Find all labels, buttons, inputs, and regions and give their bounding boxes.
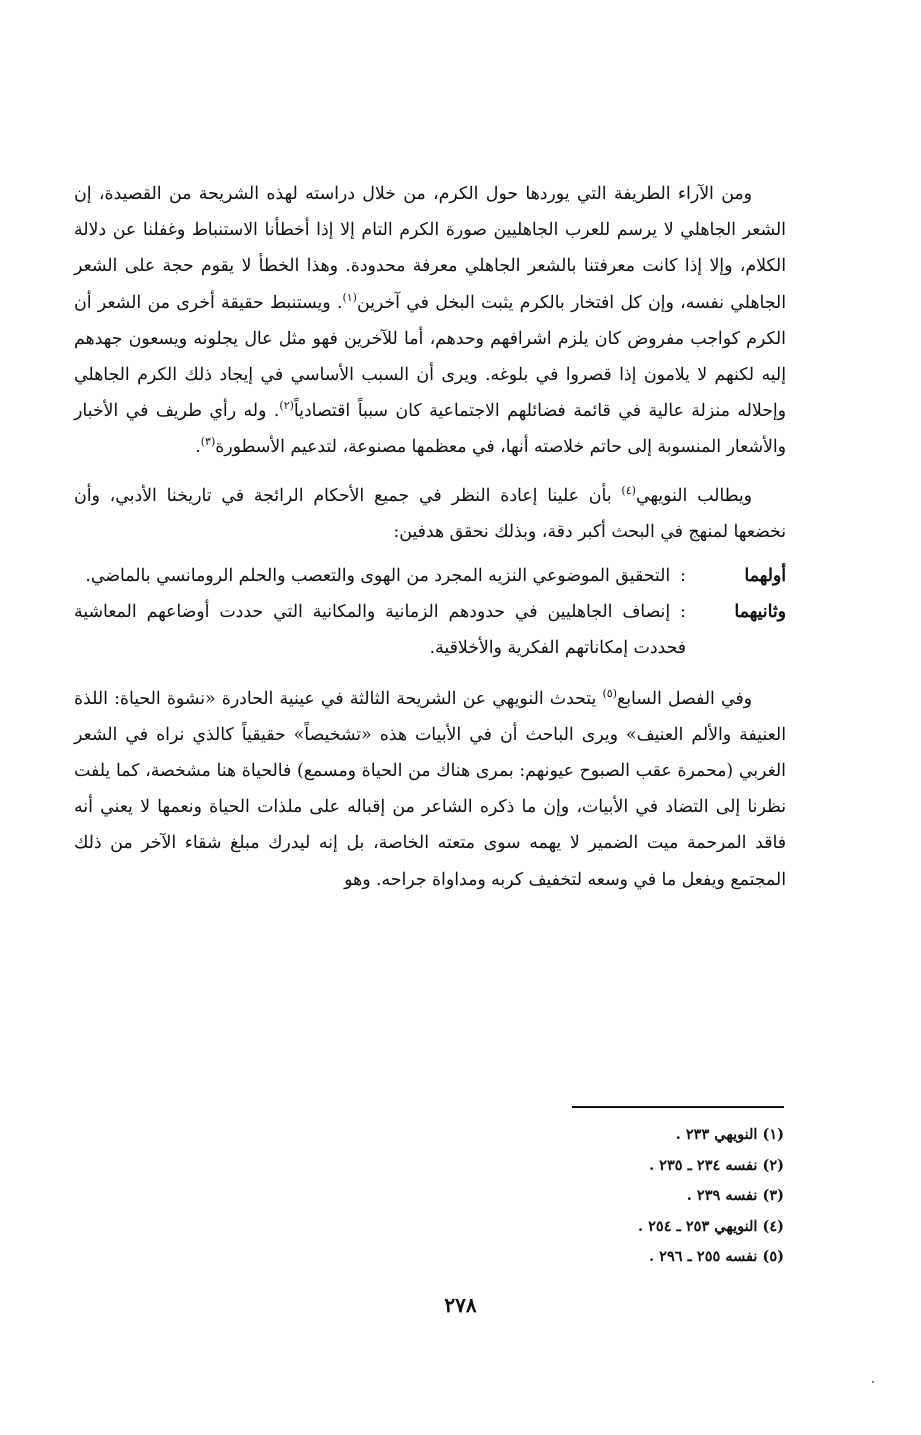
footnote-marker-5: (٥) — [602, 686, 617, 700]
footnote-5: (٥) نفسه ٢٥٥ ـ ٢٩٦ . — [649, 1248, 784, 1265]
paragraph-1-text-a: ومن الآراء الطريفة التي يوردها حول الكرم، من خلال دراسته لهذه الشريحة من القصيدة، إن الشعر الجاهلي لا يرسم للعرب الجاهليين صورة الكرم التام إلا إذا أخطأنا الاستنباط وغفلنا عن دلالة الكلام، وإلا إذا كانت معرفتنا بالشعر الجاهلي معرفة محدودة. وهذا الخطأ لا يقوم حجة على الشعر الجاهلي نفسه، وإن كل افتخار بالكرم يثبت البخل في آخرين — [74, 184, 786, 313]
goal-label: أولهما — [744, 566, 786, 587]
paragraph-nuwayhi-demand — [74, 478, 786, 550]
paragraph-1-text-c: . وله رأي طريف في الأخبار والأشعار المنسوبة إلى حاتم خلاصته أنها، في معظمها مصنوعة، لتدعيم الأسطورة — [74, 401, 786, 458]
footnote-4: (٤) النويهي ٢٥٣ ـ ٢٥٤ . — [638, 1217, 784, 1235]
goal-colon: : — [680, 566, 686, 587]
goal-label: وثانيهما — [734, 602, 786, 623]
footnote-marker-1: (١) — [342, 290, 357, 304]
footnote-divider — [572, 1106, 784, 1108]
footnote-marker-2: (٢) — [279, 399, 294, 413]
paragraph-1-text-d: . — [195, 437, 201, 458]
goal-text — [74, 594, 686, 666]
goal-text-content: التحقيق الموضوعي النزيه المجرد من الهوى والتعصب والحلم الرومانسي بالماضي. — [85, 566, 671, 587]
goal-item — [74, 558, 786, 594]
footnote-1: (١) النويهي ٢٣٣ . — [675, 1126, 784, 1143]
goal-text — [74, 558, 686, 594]
goal-colon: : — [680, 602, 686, 623]
footnote-marker-3: (٣) — [200, 435, 216, 449]
paragraph-3-text-b: يتحدث النويهي عن الشريحة الثالثة في عينية الحادرة «نشوة الحياة: اللذة العنيفة والألم العنيف» ويرى الباحث أن في الأبيات هذه «تشخيصاً» حقيقياً كالذي نراه في الشعر الغربي (محمرة عقب الصبوح عيونهم: بمرى هناك من الحياة ومسمع) فالحياة هنا مشخصة، كما يلفت نظرنا إلى التضاد في الأبيات، وإن ما ذكره الشاعر من إقباله على ملذات الحياة ونعمها لا يعني أنه فاقد المرحمة ميت الضمير لا يهمه سوى متعته الخاصة، بل إنه ليدرك مبلغ شقاء الآخر من ذلك المجتمع ويفعل ما في وسعه لتخفيف كربه ومداواة جراحه. وهو — [74, 688, 786, 890]
footnote-2: (٢) نفسه ٢٣٤ ـ ٢٣٥ . — [649, 1156, 784, 1174]
paragraph-seventh-chapter — [74, 681, 786, 898]
footnotes-list — [420, 1120, 784, 1273]
paragraph-3-text-a: وفي الفصل السابع — [617, 688, 752, 709]
goals-list — [74, 558, 786, 667]
main-text — [74, 176, 786, 898]
page-number: ٢٧٨ — [444, 1293, 477, 1317]
footnote-marker-4: (٤) — [621, 483, 636, 497]
goal-item — [74, 594, 786, 666]
paragraph-karam — [74, 176, 786, 466]
paragraph-2-text-b: بأن علينا إعادة النظر في جميع الأحكام الرائجة في تاريخنا الأدبي، وأن نخضعها لمنهج في البحث أكبر دقة، وبذلك نحقق هدفين: — [74, 485, 786, 542]
paragraph-2-text-a: ويطالب النويهي — [635, 485, 752, 506]
footnote-3: (٣) نفسه ٢٣٩ . — [686, 1187, 784, 1204]
goal-text-content: إنصاف الجاهليين في حدودهم الزمانية والمكانية التي حددت أوضاعهم المعاشية فحددت إمكاناتهم الفكرية والأخلاقية. — [74, 602, 686, 659]
paragraph-1-text-b: . ويستنبط حقيقة أخرى من الشعر أن الكرم كواجب مفروض كان يلزم اشرافهم وحدهم، أما للآخرين فهو مثل عال يجلونه ويسعون جهدهم إليه لكنهم لا يلامون إذا قصروا في بلوغه. ويرى أن السبب الأساسي في إيجاد ذلك الكرم الجاهلي وإحلاله منزلة عالية في قائمة فضائلهم الاجتماعية كان سبباً اقتصادياً — [74, 292, 787, 422]
scan-speck — [872, 1381, 874, 1383]
